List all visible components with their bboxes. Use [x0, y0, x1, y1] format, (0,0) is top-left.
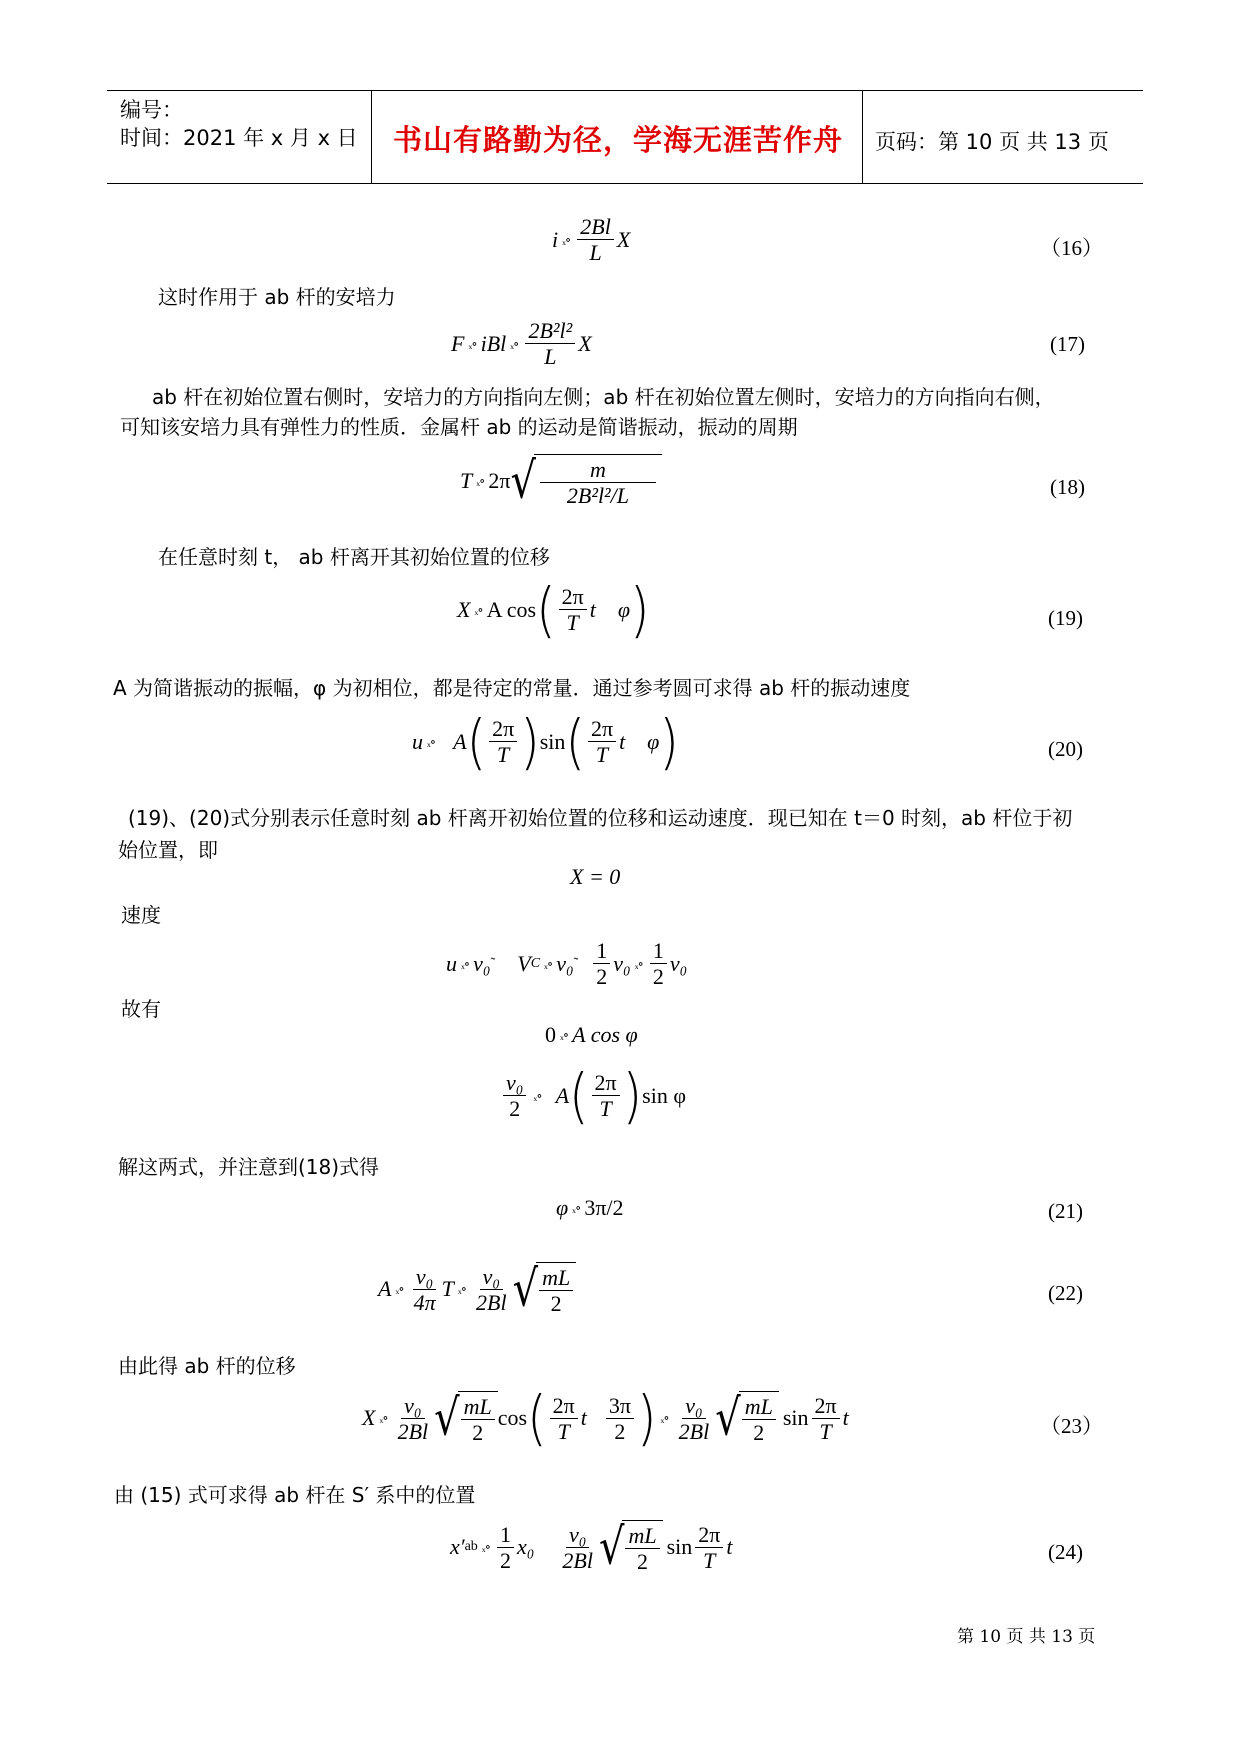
page-footer: 第 10 页 共 13 页 [957, 1627, 1096, 1647]
paragraph: ab 杆在初始位置右侧时，安培力的方向指向左侧；ab 杆在初始位置左侧时，安培力的方向指向右侧， [152, 385, 1055, 409]
paragraph: 由此得 ab 杆的位移 [118, 1354, 296, 1378]
equation-number-18: (18) [1050, 475, 1085, 499]
paragraph: 在任意时刻 t， ab 杆离开其初始位置的位移 [158, 545, 550, 569]
eq-denominator: 2 [596, 964, 608, 990]
eq-symbol: t [580, 1405, 587, 1431]
equation-condition-2: $\frac{\text{v₀}}{2}$ ₓ∘ A ( $\frac{2\pi}{T}$ ) sin φ [500, 1070, 686, 1122]
eq-numerator: v₀ [503, 1070, 526, 1096]
equation-number-19: (19) [1048, 606, 1083, 630]
header-divider-right [862, 90, 863, 184]
eq-denominator: 2B²l²/L [566, 483, 629, 509]
sqrt-sign: √ $\frac{m}{\text{2B²l²/L}}$ [511, 454, 662, 509]
equation-19: X ₓ∘ A cos ( $\frac{2\pi}{T}$ t φ ) [457, 574, 650, 645]
equation-x-zero [570, 864, 620, 890]
eq-numerator: v₀ [480, 1264, 503, 1290]
eq-denominator: 2 [509, 1096, 521, 1122]
eq-numerator: 3π [606, 1393, 634, 1419]
eq-denominator: 2 [550, 1291, 562, 1317]
eq-term: A cos φ [572, 1022, 638, 1047]
equation-16: i ₓ∘ $\frac{2Bl}{L}$ X [552, 214, 631, 266]
eq-symbol: X [457, 596, 471, 622]
eq-symbol: v₀ [556, 950, 574, 976]
eq-numerator: 2π [592, 1070, 620, 1096]
eq-symbol: T [460, 468, 473, 494]
eq-numerator: 2π [695, 1522, 723, 1548]
equation-number-21: (21) [1048, 1199, 1083, 1223]
eq-numerator: mL [742, 1394, 776, 1420]
paragraph: A 为简谐振动的振幅，φ 为初相位，都是待定的常量．通过参考圆可求得 ab 杆的振动速度 [113, 676, 911, 700]
sqrt-sign: √ $\frac{mL}{2}$ [715, 1391, 779, 1446]
header-divider-left [371, 90, 372, 184]
doc-number-label: 编号： [120, 98, 183, 122]
equation-number-17: (17) [1050, 332, 1085, 356]
eq-numerator: v₀ [682, 1393, 705, 1419]
equation-number-22: (22) [1048, 1281, 1083, 1305]
eq-denominator: L [589, 240, 602, 266]
paragraph: 故有 [121, 997, 161, 1021]
eq-term: sin [539, 728, 566, 754]
eq-numerator: mL [539, 1265, 573, 1291]
eq-numerator: mL [461, 1394, 495, 1420]
doc-time-label: 时间：2021 年 x 月 x 日 [120, 126, 358, 150]
header-bottom-border [107, 183, 1143, 184]
equation-number-20: (20) [1048, 737, 1083, 761]
equation-18: T ₓ∘ 2π √ $\frac{m}{\text{2B²l²/L}}$ [460, 454, 662, 509]
eq-symbol: φ [556, 1195, 569, 1220]
eq-coefficient: 2π [488, 468, 511, 494]
eq-numerator: 2π [489, 716, 517, 742]
eq-denominator: 2Bl [476, 1289, 507, 1315]
eq-symbol: x₀ [516, 1534, 535, 1560]
eq-numerator: v₀ [413, 1264, 436, 1290]
eq-term: t φ [589, 596, 631, 622]
eq-denominator: T [497, 742, 510, 768]
eq-symbol: T [441, 1276, 454, 1302]
eq-symbol: t [842, 1405, 849, 1431]
equation-20: u ₓ∘ A ( $\frac{2\pi}{T}$ ) sin ( $\frac{2\pi}{T}$ t φ ) [412, 706, 679, 777]
eq-term: 3π/2 [584, 1195, 624, 1220]
eq-term: sin [666, 1534, 693, 1560]
eq-symbol: X [616, 226, 631, 252]
eq-numerator: mL [625, 1523, 659, 1549]
eq-term: sin φ [642, 1082, 687, 1108]
eq-denominator: L [544, 344, 557, 370]
eq-term: 0 [545, 1022, 556, 1047]
eq-numerator: 1 [593, 938, 610, 964]
eq-term: X = 0 [570, 864, 621, 889]
paragraph: 由 (15) 式可求得 ab 杆在 S′ 系中的位置 [114, 1483, 476, 1507]
eq-numerator: 2B²l² [525, 318, 575, 344]
equation-number-24: (24) [1048, 1540, 1083, 1564]
eq-subscript: C [530, 955, 541, 971]
paragraph: 可知该安培力具有弹性力的性质．金属杆 ab 的运动是简谐振动，振动的周期 [120, 415, 798, 439]
eq-term: t φ [619, 728, 660, 754]
equation-17: F ₓ∘ iBl ₓ∘ $\frac{\text{2B²l²}}{L}$ X [451, 318, 592, 370]
eq-denominator: 2 [614, 1418, 626, 1444]
eq-denominator: T [595, 742, 609, 768]
eq-symbol: v₀ [473, 950, 491, 976]
eq-numerator: 2π [559, 584, 587, 610]
eq-numerator: v₀ [566, 1522, 589, 1548]
eq-numerator: 2π [588, 716, 616, 742]
eq-symbol: F [451, 330, 465, 356]
eq-symbol: u [446, 950, 457, 976]
paragraph: (19)、(20)式分别表示任意时刻 ab 杆离开初始位置的位移和运动速度．现已知在 t＝0 时刻，ab 杆位于初 [128, 806, 1073, 830]
eq-symbol: t [726, 1534, 733, 1560]
eq-symbol: A [378, 1276, 392, 1302]
eq-numerator: 1 [497, 1522, 514, 1548]
eq-term: A cos [486, 596, 537, 622]
eq-denominator: T [599, 1096, 612, 1122]
equation-number-16: （16） [1040, 236, 1103, 260]
page-indicator: 页码：第 10 页 共 13 页 [875, 130, 1109, 154]
paragraph: 速度 [121, 903, 161, 927]
eq-denominator: T [819, 1418, 832, 1444]
eq-symbol: v₀ [613, 950, 631, 976]
eq-symbol: X [578, 330, 592, 356]
eq-symbol: X [362, 1405, 376, 1431]
equation-number-23: （23） [1040, 1414, 1103, 1438]
eq-denominator: 4π [413, 1289, 436, 1315]
eq-denominator: 2Bl [397, 1418, 429, 1444]
equation-23: X ₓ∘ $\frac{\text{v₀}}{2Bl}$ √ $\frac{mL}{2}$ cos ( $\frac{2\pi}{T}$ t $\frac{3\pi}{2}$ ) ₓ∘ $\frac{\text{v₀}}{2Bl}$ √ $\frac{mL}{2}$ sin $\frac{2\pi}{T}$ t [362, 1383, 849, 1454]
eq-symbol: A [555, 1082, 570, 1108]
eq-denominator: T [557, 1418, 570, 1444]
eq-term: cos [497, 1405, 528, 1431]
header-top-border [107, 90, 1143, 91]
equation-24: x′ ab ₓ∘ $\frac{1}{2}$ x₀ $\frac{\text{v₀}}{2Bl}$ √ $\frac{mL}{2}$ sin $\frac{2\pi}{T}$ t [450, 1518, 733, 1577]
eq-symbol: i [552, 226, 559, 252]
eq-denominator: 2 [499, 1547, 511, 1573]
equation-21: φ ₓ∘ 3π/2 [556, 1195, 624, 1220]
eq-term: sin [782, 1405, 809, 1431]
eq-denominator: T [703, 1547, 716, 1573]
eq-numerator: 2π [812, 1393, 840, 1419]
eq-numerator: v₀ [401, 1393, 424, 1419]
sqrt-sign: √ $\frac{mL}{2}$ [434, 1391, 498, 1446]
equation-condition-1: 0 ₓ∘ A cos φ [545, 1022, 638, 1047]
eq-symbol: u [412, 728, 423, 754]
eq-symbol: x′ [450, 1534, 465, 1560]
eq-symbol: V [517, 950, 531, 976]
equation-velocity: u ₓ∘ v₀ ˜ V C ₓ∘ v₀ ˜ $\frac{1}{2}$ v₀ ₓ∘ $\frac{1}{2}$ v₀ [446, 938, 688, 990]
eq-subscript: ab [464, 1539, 478, 1555]
eq-numerator: m [540, 457, 656, 483]
eq-symbol: v₀ [669, 950, 688, 976]
header-slogan: 书山有路勤为径，学海无涯苦作舟 [392, 123, 843, 157]
eq-symbol: iBl [480, 330, 507, 356]
eq-numerator: 1 [650, 938, 667, 964]
eq-denominator: 2 [753, 1420, 765, 1446]
sqrt-sign: √ $\frac{mL}{2}$ [599, 1520, 663, 1575]
eq-denominator: 2Bl [562, 1547, 593, 1573]
paragraph: 这时作用于 ab 杆的安培力 [158, 285, 396, 309]
eq-denominator: 2Bl [678, 1418, 710, 1444]
paragraph: 始位置，即 [118, 838, 218, 862]
eq-denominator: 2 [472, 1420, 484, 1446]
sqrt-sign: √ $\frac{mL}{2}$ [513, 1262, 577, 1317]
eq-symbol: A [453, 728, 467, 754]
paragraph: 解这两式，并注意到(18)式得 [118, 1155, 380, 1179]
eq-denominator: 2 [652, 964, 664, 990]
eq-numerator: 2π [550, 1393, 578, 1419]
eq-denominator: 2 [637, 1549, 648, 1575]
eq-numerator: 2Bl [577, 214, 614, 240]
equation-22: A ₓ∘ $\frac{\text{v₀}}{4\pi}$ T ₓ∘ $\frac{\text{v₀}}{2Bl}$ √ $\frac{mL}{2}$ [378, 1262, 576, 1317]
eq-denominator: T [566, 610, 579, 636]
